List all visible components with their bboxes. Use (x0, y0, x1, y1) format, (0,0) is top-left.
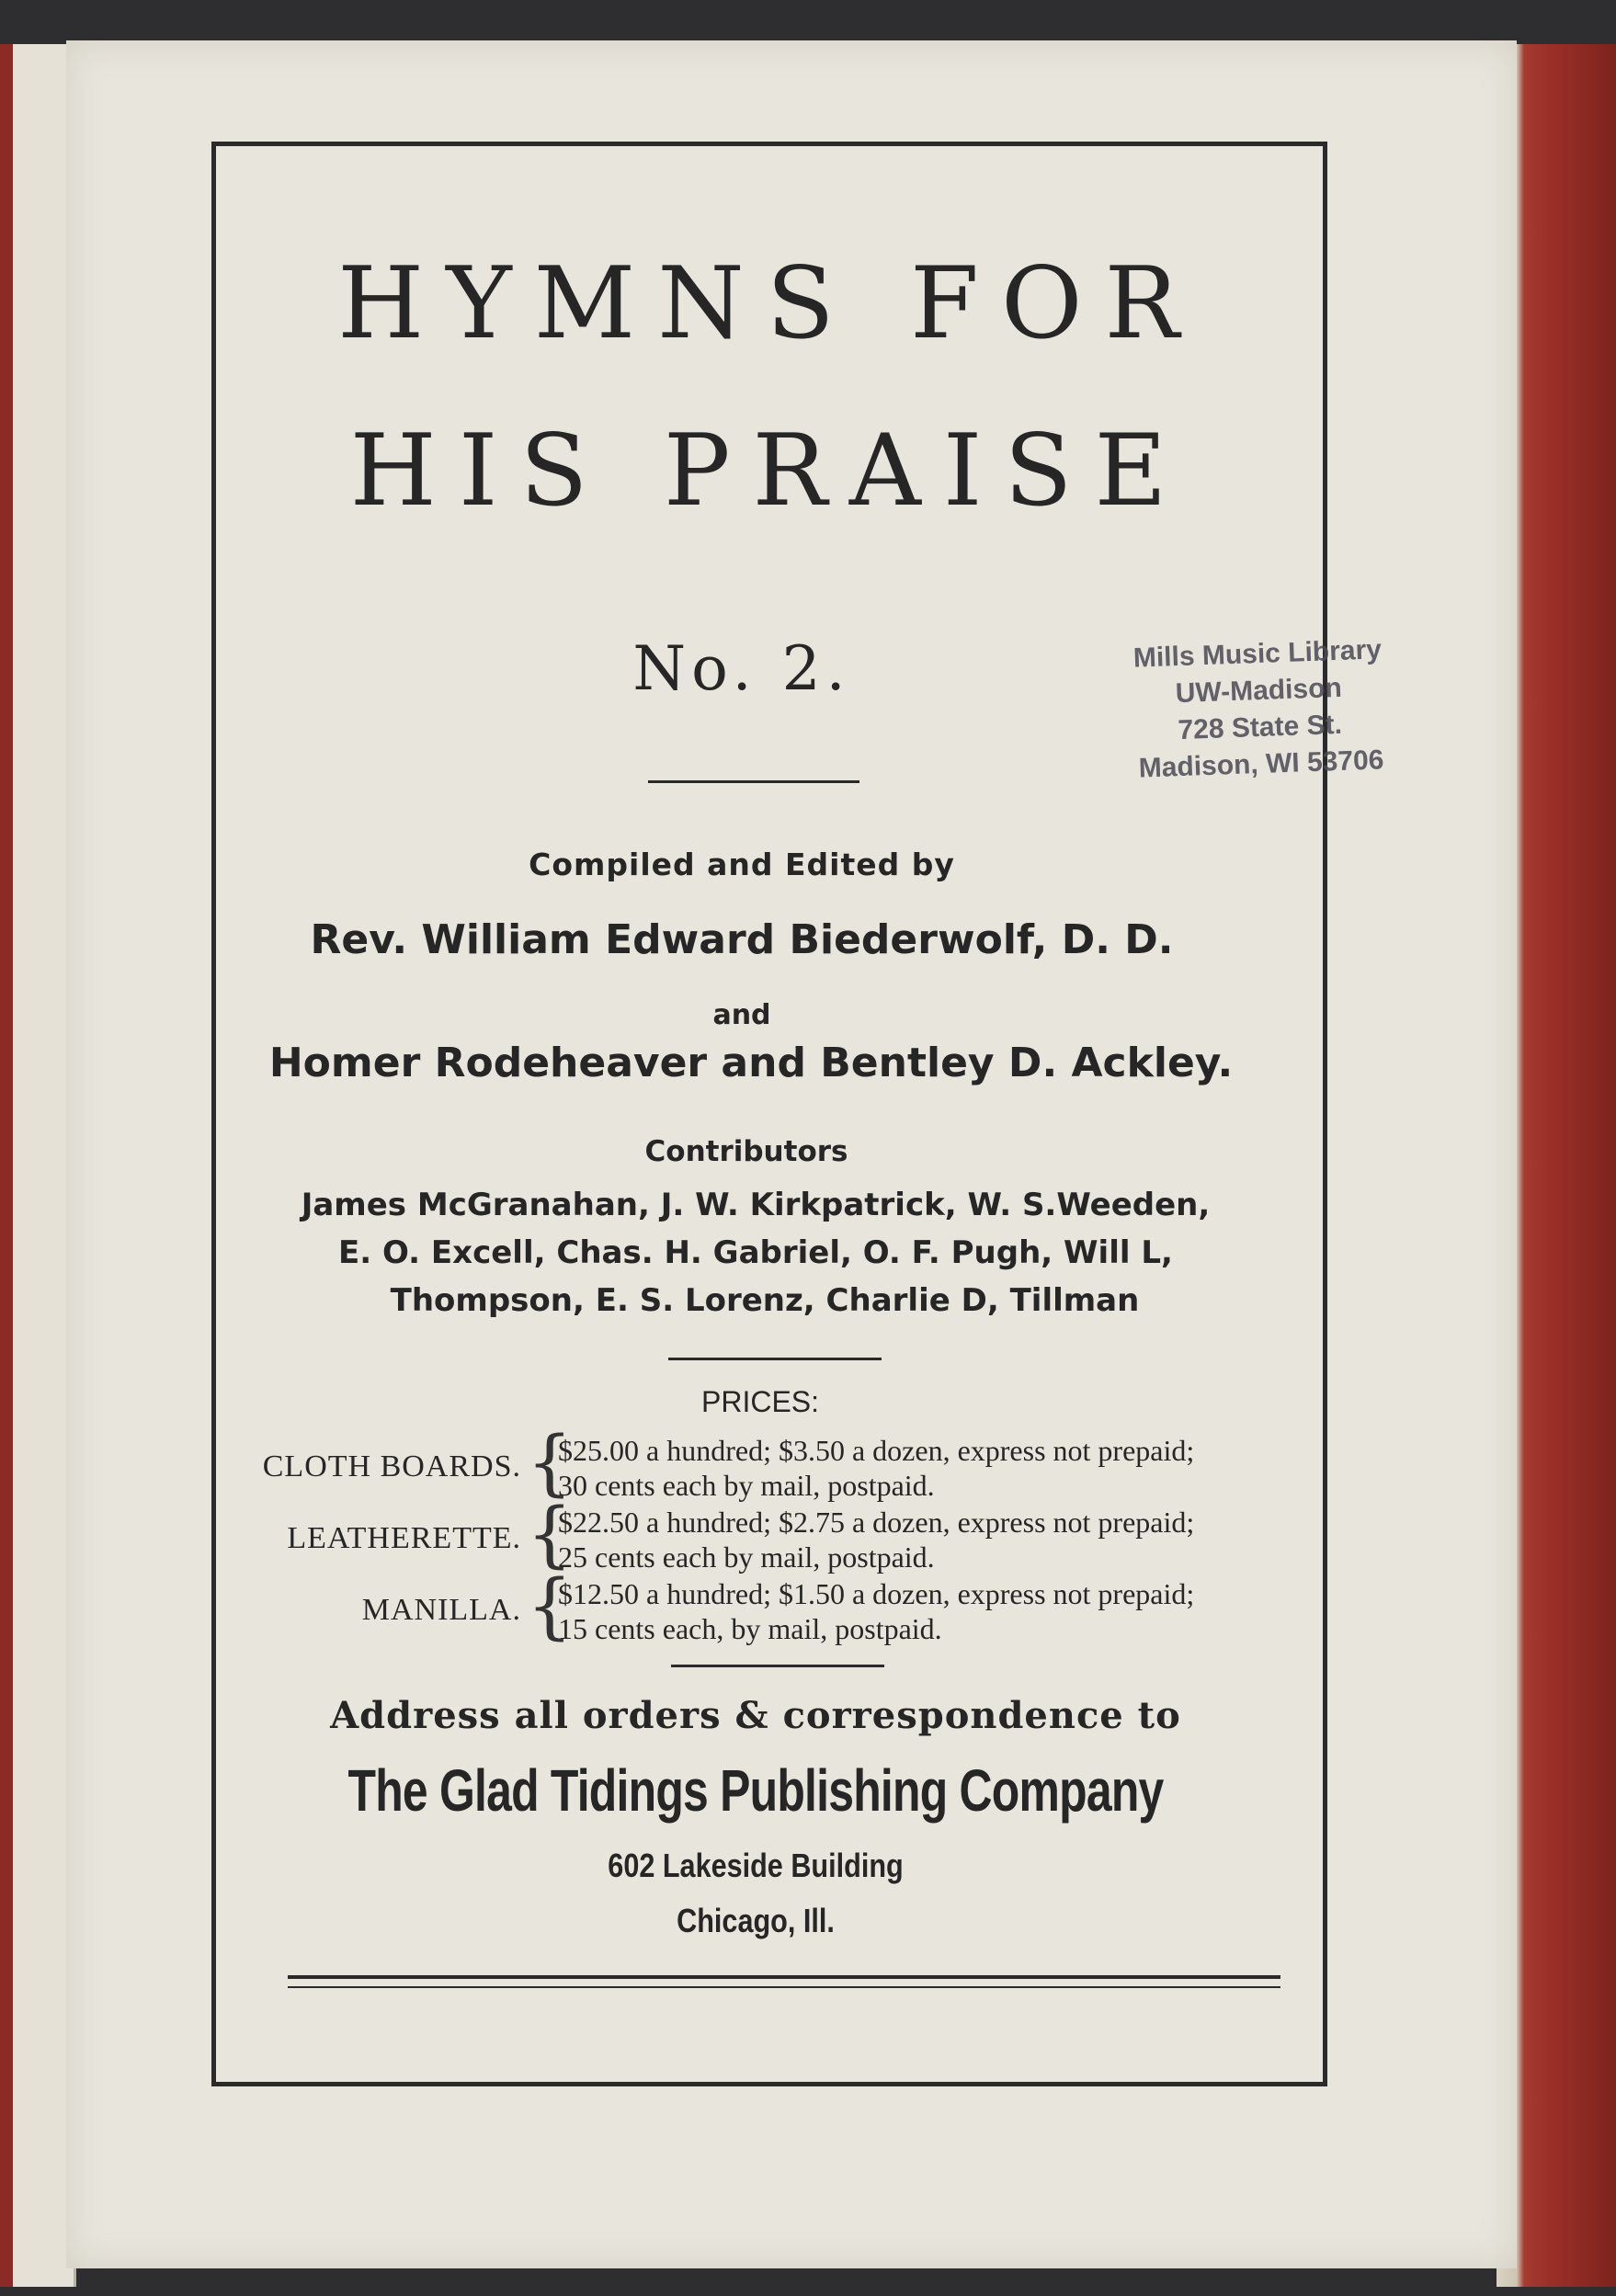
price-line: $25.00 a hundred; $3.50 a dozen, express not prepaid; (558, 1434, 1195, 1467)
page-border-frame (211, 142, 1327, 2086)
price-details (558, 1576, 1194, 1646)
brace-glyph: { (527, 1494, 573, 1576)
volume-number: No. 2. (632, 633, 851, 704)
contributors-heading: Contributors (644, 1135, 848, 1168)
stamp-line: Madison, WI 53706 (1138, 744, 1384, 784)
price-row-manilla (216, 1565, 1323, 1650)
double-rule (288, 1975, 1280, 1988)
price-label: MANILLA. (361, 1593, 521, 1627)
prices-heading: PRICES: (700, 1385, 820, 1418)
brace-glyph: { (527, 1422, 573, 1505)
compiled-by-label: Compiled and Edited by (529, 847, 955, 882)
brace-glyph: { (527, 1565, 573, 1648)
price-row-leatherette (216, 1494, 1323, 1578)
price-line: 15 cents each, by mail, postpaid. (558, 1612, 942, 1645)
price-row-cloth (216, 1422, 1323, 1506)
divider-rule (671, 1665, 884, 1667)
editor-name-2: Homer Rodeheaver and Bentley D. Ackley. (268, 1040, 1234, 1086)
price-line: 30 cents each by mail, postpaid. (558, 1469, 935, 1502)
address-heading: Address all orders & correspondence to (330, 1694, 1181, 1737)
contributors-line-1: James McGranahan, J. W. Kirkpatrick, W. S.Weeden, (301, 1187, 1211, 1223)
contributors-line-2: E. O. Excell, Chas. H. Gabriel, O. F. Pugh, Will L, (338, 1234, 1173, 1271)
divider-rule (668, 1358, 882, 1360)
price-details (558, 1433, 1194, 1503)
title-line-1: HYMNS FOR (337, 246, 1201, 361)
price-label: LEATHERETTE. (287, 1521, 521, 1555)
left-cover-edge (0, 44, 76, 2287)
price-line: 25 cents each by mail, postpaid. (558, 1540, 935, 1574)
publisher-name: The Glad Tidings Publishing Company (347, 1757, 1164, 1824)
price-label: CLOTH BOARDS. (262, 1449, 521, 1483)
library-stamp (1091, 631, 1427, 789)
price-line: $12.50 a hundred; $1.50 a dozen, express not prepaid; (558, 1577, 1195, 1610)
stamp-line: Mills Music Library (1132, 634, 1383, 674)
price-details (558, 1505, 1194, 1574)
publisher-building: 602 Lakeside Building (608, 1847, 904, 1884)
and-label: and (712, 999, 771, 1031)
stamp-line: 728 State St. (1177, 709, 1343, 746)
stamp-line: UW-Madison (1175, 672, 1343, 710)
publisher-city: Chicago, Ill. (677, 1902, 835, 1939)
title-page (66, 40, 1517, 2268)
title-line-2: HIS PRAISE (349, 414, 1189, 529)
divider-rule (648, 780, 859, 783)
editor-name-1: Rev. William Edward Biederwolf, D. D. (310, 916, 1174, 963)
price-line: $22.50 a hundred; $2.75 a dozen, express not prepaid; (558, 1506, 1195, 1539)
contributors-line-3: Thompson, E. S. Lorenz, Charlie D, Tillman (390, 1282, 1140, 1319)
